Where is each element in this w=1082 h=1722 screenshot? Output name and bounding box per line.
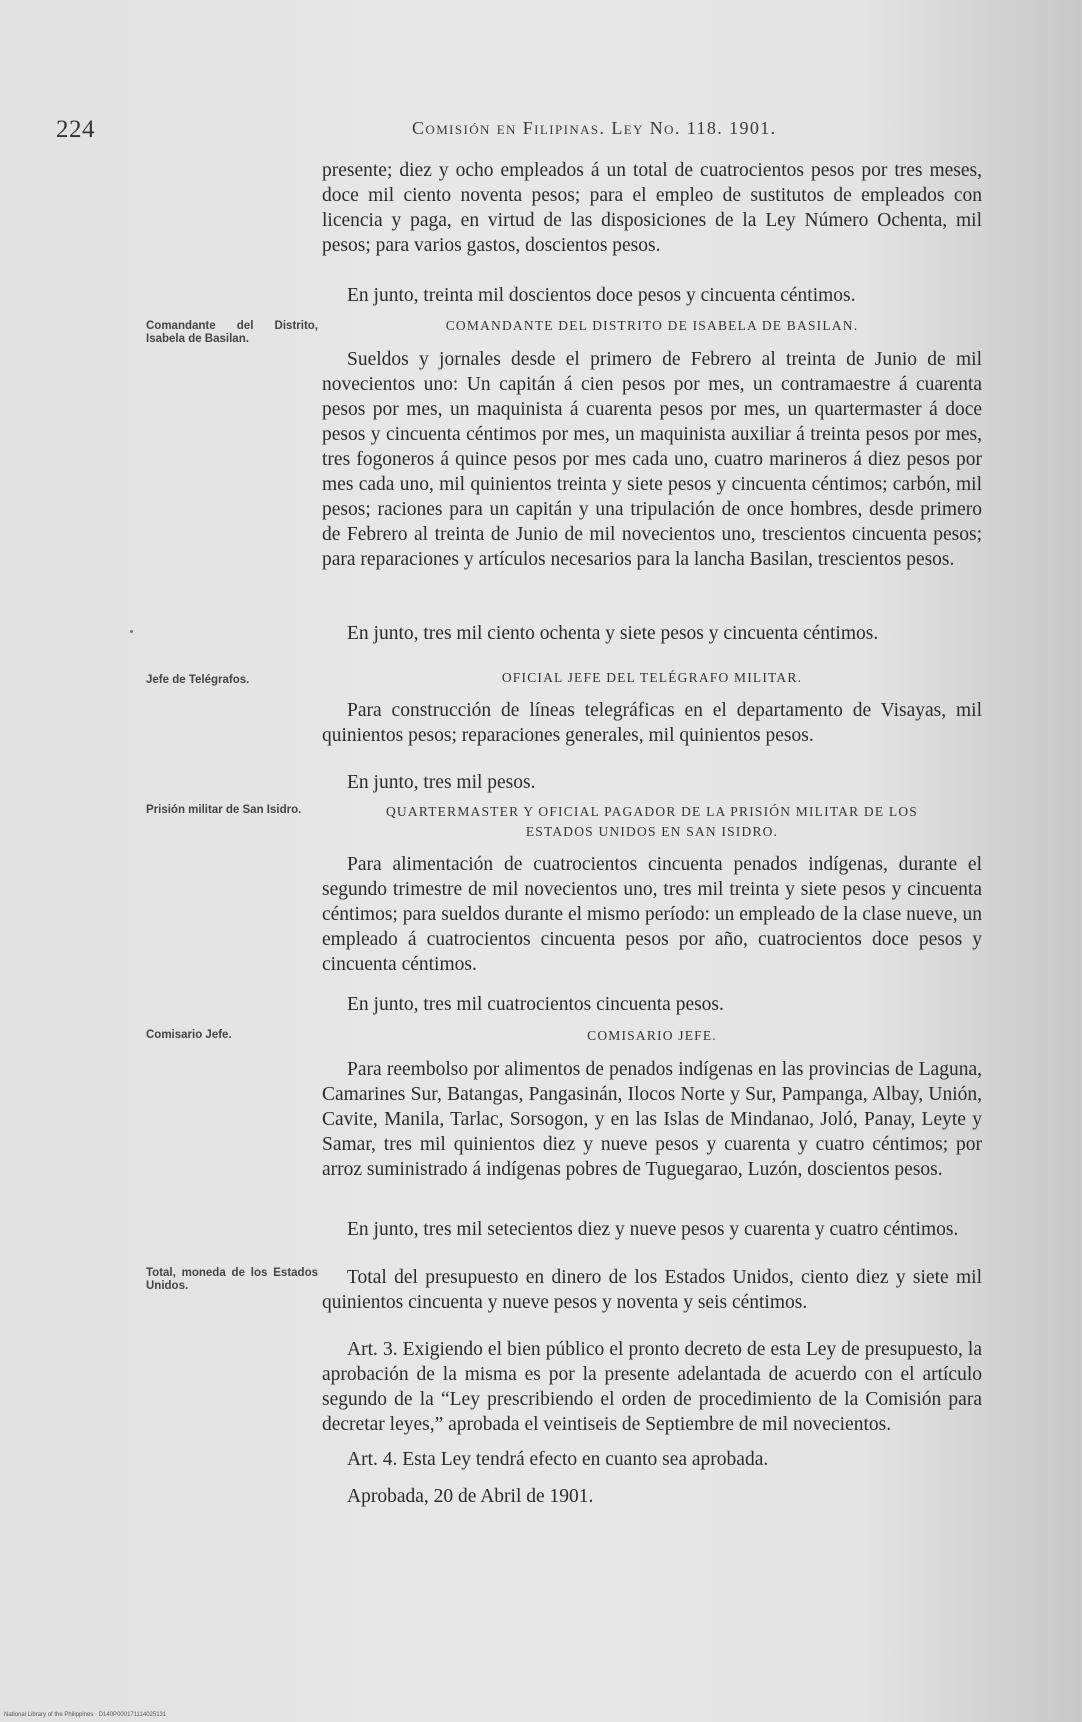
paragraph-prision: Para alimentación de cuatrocientos cincuenta penados indígenas, durante el segundo trimestre de mil novecientos uno, tres mil treinta y siete pesos y cincuenta céntimos; para sueldos durante el mismo período: un empleado de la clase nueve, un empleado á cuatrocientos cincuenta pesos por año, cuatrocientos doce pesos y cincuenta céntimos. [322,854,982,975]
paragraph-total-4: En junto, tres mil cuatrocientos cincuenta pesos. [347,994,724,1015]
paragraph-total-2: En junto, tres mil ciento ochenta y siete pesos y cincuenta céntimos. [347,623,879,644]
paragraph-total-3: En junto, tres mil pesos. [347,772,536,793]
scan-speck [130,630,133,633]
section-heading-telegrafo: OFICIAL JEFE DEL TELÉGRAFO MILITAR. [501,670,803,685]
paragraph-basilan: Sueldos y jornales desde el primero de Febrero al treinta de Junio de mil novecientos uno: Un capitán á cien pesos por mes, un contramaestre á cuarenta pesos por mes, un maquinista á cuarenta pesos por mes, un quartermaster á doce pesos y cincuenta céntimos por mes, un maquinista auxiliar á treinta pesos por mes, tres fogoneros á quince pesos por mes cada uno, cuatro marineros á diez pesos por mes cada uno, mil quinientos treinta y siete pesos y cincuenta céntimos; carbón, mil pesos; raciones para un capitán y una tripulación de once hombres, desde primero de Febrero al treinta de Junio de mil novecientos uno, trescientos cincuenta pesos; para reparaciones y artículos necesarios para la lancha Basilan, trescientos pesos. [322,349,982,570]
paragraph-telegrafo: Para construcción de líneas telegráficas en el departamento de Visayas, mil quinientos pesos; reparaciones generales, mil quinientos pesos. [322,700,982,746]
paragraph-total-5: En junto, tres mil setecientos diez y nueve pesos y cuarenta y cuatro céntimos. [347,1219,959,1240]
paragraph-continuation: presente; diez y ocho empleados á un total de cuatrocientos pesos por tres meses, doce mil ciento noventa pesos; para el empleo de sustitutos de empleados con licencia y paga, en virtud de las disposiciones de la Ley Número Ochenta, mil pesos; para varios gastos, doscientos pesos. [322,160,982,256]
paragraph-article-3: Art. 3. Exigiendo el bien público el pronto decreto de esta Ley de presupuesto, la aprobación de la misma es por la presente adelantada de acuerdo con el artículo segundo de la “Ley prescribiendo el orden de procedimiento de la Comisión para decretar leyes,” aprobada el veintiseis de Septiembre de mil novecientos. [322,1339,982,1435]
paragraph-article-4: Art. 4. Esta Ley tendrá efecto en cuanto sea aprobada. [347,1449,769,1470]
approval-date: Aprobada, 20 de Abril de 1901. [347,1486,594,1507]
margin-note-comisario: Comisario Jefe. [146,1029,232,1041]
margin-note-basilan: Comandante del Distrito, Isabela de Basilan. [146,320,318,345]
section-heading-comisario: COMISARIO JEFE. [587,1028,717,1043]
section-heading-basilan: COMANDANTE DEL DISTRITO DE ISABELA DE BASILAN. [445,318,859,333]
margin-note-telegrafos: Jefe de Telégrafos. [146,674,250,686]
margin-note-prision: Prisión militar de San Isidro. [146,804,302,816]
page-number: 224 [56,116,95,143]
section-heading-prision-1: QUARTERMASTER Y OFICIAL PAGADOR DE LA PRISIÓN MILITAR DE LOS [385,804,918,819]
paragraph-grand-total: Total del presupuesto en dinero de los Estados Unidos, ciento diez y siete mil quinientos cincuenta y nueve pesos y noventa y seis céntimos. [322,1267,982,1313]
section-heading-prision-2: ESTADOS UNIDOS EN SAN ISIDRO. [525,824,779,839]
margin-note-total: Total, moneda de los Estados Unidos. [146,1267,318,1292]
running-head: Comisión en Filipinas. Ley No. 118. 1901. [412,118,777,138]
paragraph-total-1: En junto, treinta mil doscientos doce pesos y cincuenta céntimos. [347,285,856,306]
scan-footer: National Library of the Philippines · D140P000171114025131 [4,1712,167,1718]
paragraph-comisario: Para reembolso por alimentos de penados indígenas en las provincias de Laguna, Camarines Sur, Batangas, Pangasinán, Ilocos Norte y Sur, Pampanga, Albay, Unión, Cavite, Manila, Tarlac, Sorsogon, y en las Islas de Mindanao, Joló, Panay, Leyte y Samar, tres mil quinientos diez y nueve pesos y cuarenta y cuatro céntimos; por arroz suministrado á indígenas pobres de Tuguegarao, Luzón, doscientos pesos. [322,1059,982,1180]
